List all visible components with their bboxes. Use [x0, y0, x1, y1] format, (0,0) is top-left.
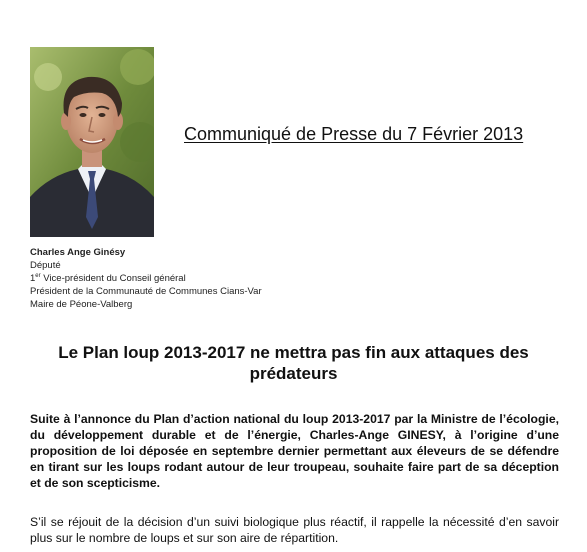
author-role-deputy: Député — [30, 260, 61, 271]
portrait-illustration — [30, 47, 154, 237]
author-role-mayor: Maire de Péone-Valberg — [30, 299, 133, 310]
author-name: Charles Ange Ginésy — [30, 247, 126, 258]
ordinal-number: 1 — [30, 273, 36, 284]
author-role-vice-president — [30, 272, 262, 285]
article-headline: Le Plan loup 2013-2017 ne mettra pas fin aux attaques des prédateurs — [58, 343, 529, 383]
press-release-title: Communiqué de Presse du 7 Février 2013 — [184, 124, 524, 144]
author-caption — [30, 246, 262, 311]
ordinal-suffix: er — [35, 273, 41, 279]
intro-paragraph: Suite à l’annonce du Plan d’action national du loup 2013-2017 par la Ministre de l’écologie, du développement durable et de l’énergie, Charles-Ange GINESY, à l’origine d’une proposition de loi déposée en septembre dernier permettant aux éleveurs de se défendre en tirant sur les loups rodant autour de leur troupeau, souhaite faire part de sa déception et de son scepticisme. — [30, 412, 559, 490]
portrait-photo — [30, 47, 154, 237]
body-paragraph: S’il se réjouit de la décision d’un suivi biologique plus réactif, il rappelle la nécessité d’en savoir plus sur le nombre de loups et sur son aire de répartition. — [30, 515, 559, 545]
role-text: Vice-président du Conseil général — [40, 273, 186, 284]
author-role-community-president: Président de la Communauté de Communes Cians-Var — [30, 286, 262, 297]
